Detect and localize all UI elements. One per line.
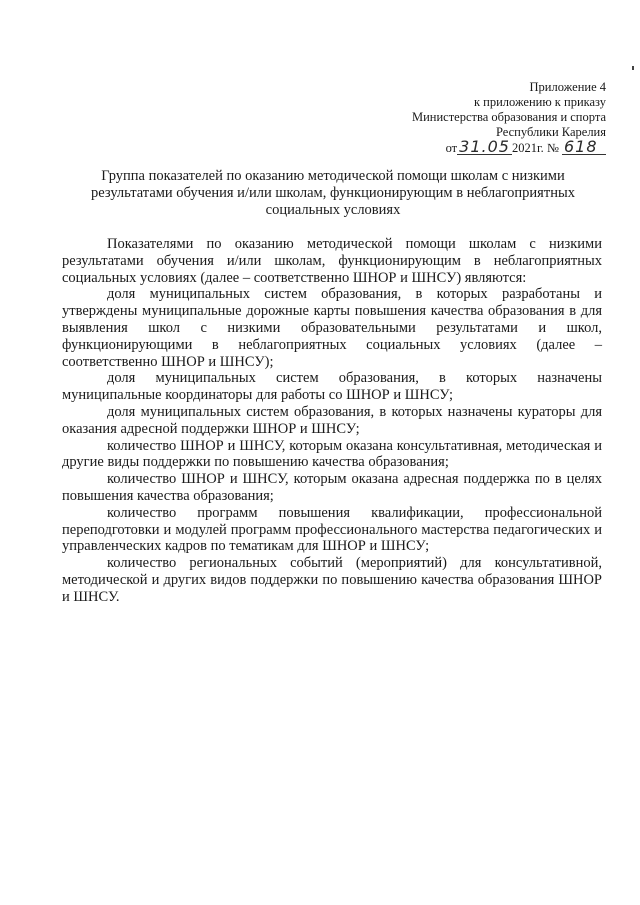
document-title: Группа показателей по оказанию методической помощи школам с низкими результатами обучения и/или школам, функционирующим в неблагоприятных социальных условиях [91, 168, 575, 218]
handwritten-number: 618 [562, 140, 606, 155]
indicator-item-4: количество ШНОР и ШНСУ, которым оказана консультативная, методическая и другие виды поддержки по повышению качества образования; [62, 437, 602, 471]
document-body [62, 236, 602, 606]
date-suffix: 2021г. [511, 141, 544, 155]
indicator-item-7: количество региональных событий (мероприятий) для консультативной, методической и других видов поддержки по повышению качества образования ШНОР и ШНСУ. [62, 555, 602, 605]
indicator-item-5: количество ШНОР и ШНСУ, которым оказана адресная поддержка по в целях повышения качества образования; [62, 471, 602, 504]
intro-paragraph: Показателями по оказанию методической помощи школам с низкими результатами обучения и/или школам, функционирующим в неблагоприятных социальных условиях (далее – соответственно ШНОР и ШНСУ) являются: [62, 236, 602, 286]
attachment-line-2: к приложению к приказу [473, 95, 606, 109]
indicator-item-6: количество программ повышения квалификации, профессиональной переподготовки и модулей программ профессионального мастерства педагогических и управленческих кадров по тематикам для ШНОР и ШНСУ; [62, 504, 602, 555]
order-date-number [412, 137, 606, 156]
attachment-line-1: Приложение 4 [529, 80, 606, 94]
handwritten-date: 31.05 [459, 137, 510, 156]
attachment-line-4: Республики Карелия [495, 125, 606, 139]
indicator-item-1: доля муниципальных систем образования, в которых разработаны и утверждены муниципальные дорожные карты повышения качества образования в для выявления школ с низкими образовательными результатами и школ, функционирующими в неблагоприятных социальных условиях (далее – соответственно ШНОР и ШНСУ); [62, 286, 602, 370]
indicator-item-2: доля муниципальных систем образования, в которых назначены муниципальные координаторы для работы со ШНОР и ШНСУ; [62, 370, 602, 404]
number-sign: № [546, 141, 559, 155]
attachment-line-3: Министерства образования и спорта [411, 110, 606, 124]
scan-mark [632, 66, 634, 70]
attachment-header [412, 80, 606, 156]
date-prefix: от [445, 141, 458, 155]
indicator-item-3: доля муниципальных систем образования, в которых назначены кураторы для оказания адресной поддержки ШНОР и ШНСУ; [62, 403, 602, 437]
